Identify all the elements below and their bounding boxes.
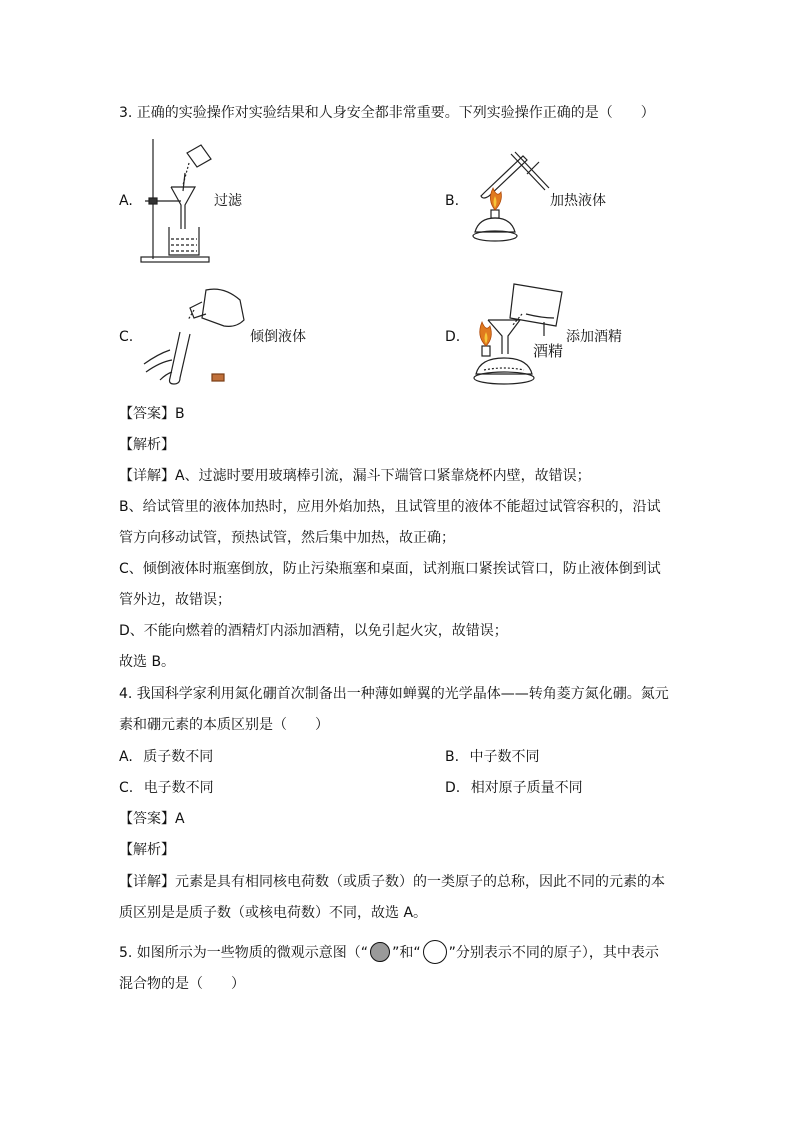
q4-option-d-letter: D.: [445, 780, 461, 796]
q4-detail-line-1: 【详解】元素是具有相同核电荷数（或质子数）的一类原子的总称，因此不同的元素的本: [119, 874, 665, 890]
q4-option-d: [445, 779, 583, 797]
q3-option-d-letter: D.: [445, 329, 461, 345]
q4-detail-line-2: 质区别是是质子数（或核电荷数）不同，故选 A。: [119, 905, 428, 921]
q3-stem: 3. 正确的实验操作对实验结果和人身安全都非常重要。下列实验操作正确的是（ ）: [119, 105, 655, 121]
q4-option-b-text: 中子数不同: [469, 749, 540, 765]
q4-option-c-text: 电子数不同: [143, 780, 214, 796]
q3-option-d-caption: 添加酒精: [566, 329, 622, 345]
q3-option-b-caption: 加热液体: [550, 193, 606, 209]
q4-option-c-letter: C.: [119, 780, 134, 796]
q3-answer: 【答案】B: [119, 406, 185, 422]
q4-option-c: [119, 779, 214, 797]
q3-detail-line-2: B、给试管里的液体加热时，应用外焰加热，且试管里的液体不能超过试管容积的，沿试: [119, 499, 661, 515]
q5-stem-line-1: [119, 940, 659, 964]
q5-stem-part-3: ”分别表示不同的原子），其中表示: [448, 945, 659, 961]
adding-alcohol-figure: [462, 278, 570, 390]
q3-analysis-heading: 【解析】: [119, 437, 175, 453]
grey-atom-icon: [370, 942, 390, 962]
q5-stem-part-1: 5. 如图所示为一些物质的微观示意图（“: [119, 945, 369, 961]
q5-stem-line-2: 混合物的是（ ）: [119, 976, 245, 992]
q3-detail-line-5: 管外边，故错误；: [119, 592, 231, 608]
white-atom-icon: [423, 940, 447, 964]
pouring-liquid-figure: [136, 280, 248, 392]
q3-option-b-letter: B.: [445, 193, 460, 209]
q3-option-c-caption: 倾倒液体: [250, 329, 306, 345]
q4-option-a-text: 质子数不同: [143, 749, 214, 765]
q4-option-d-text: 相对原子质量不同: [470, 780, 583, 796]
q4-stem-line-1: 4. 我国科学家利用氮化硼首次制备出一种薄如蝉翼的光学晶体——转角菱方氮化硼。氮元: [119, 686, 669, 702]
q3-option-a-caption: 过滤: [214, 193, 242, 209]
filtration-apparatus-figure: [135, 135, 215, 265]
q4-option-b: [445, 748, 540, 766]
q3-detail-line-7: 故选 B。: [119, 654, 176, 670]
q3-detail-line-6: D、不能向燃着的酒精灯内添加酒精，以免引起火灾，故错误；: [119, 623, 508, 639]
q4-stem-line-2: 素和硼元素的本质区别是（ ）: [119, 717, 329, 733]
q4-analysis-heading: 【解析】: [119, 842, 175, 858]
q4-answer: 【答案】A: [119, 811, 185, 827]
q4-option-a: [119, 748, 213, 766]
q3-option-a-letter: A.: [119, 193, 133, 209]
q4-option-a-letter: A.: [119, 749, 133, 765]
q5-stem-part-2: ”和“: [392, 945, 421, 961]
q3-detail-line-4: C、倾倒液体时瓶塞倒放，防止污染瓶塞和桌面，试剂瓶口紧挨试管口，防止液体倒到试: [119, 561, 661, 577]
q3-detail-line-1: 【详解】A、过滤时要用玻璃棒引流，漏斗下端管口紧靠烧杯内壁，故错误；: [119, 468, 591, 484]
alcohol-figure-label: 酒精: [533, 342, 564, 360]
heating-liquid-figure: [465, 148, 555, 248]
q3-option-c-letter: C.: [119, 329, 134, 345]
q4-option-b-letter: B.: [445, 749, 460, 765]
q3-detail-line-3: 管方向移动试管，预热试管，然后集中加热，故正确；: [119, 530, 455, 546]
